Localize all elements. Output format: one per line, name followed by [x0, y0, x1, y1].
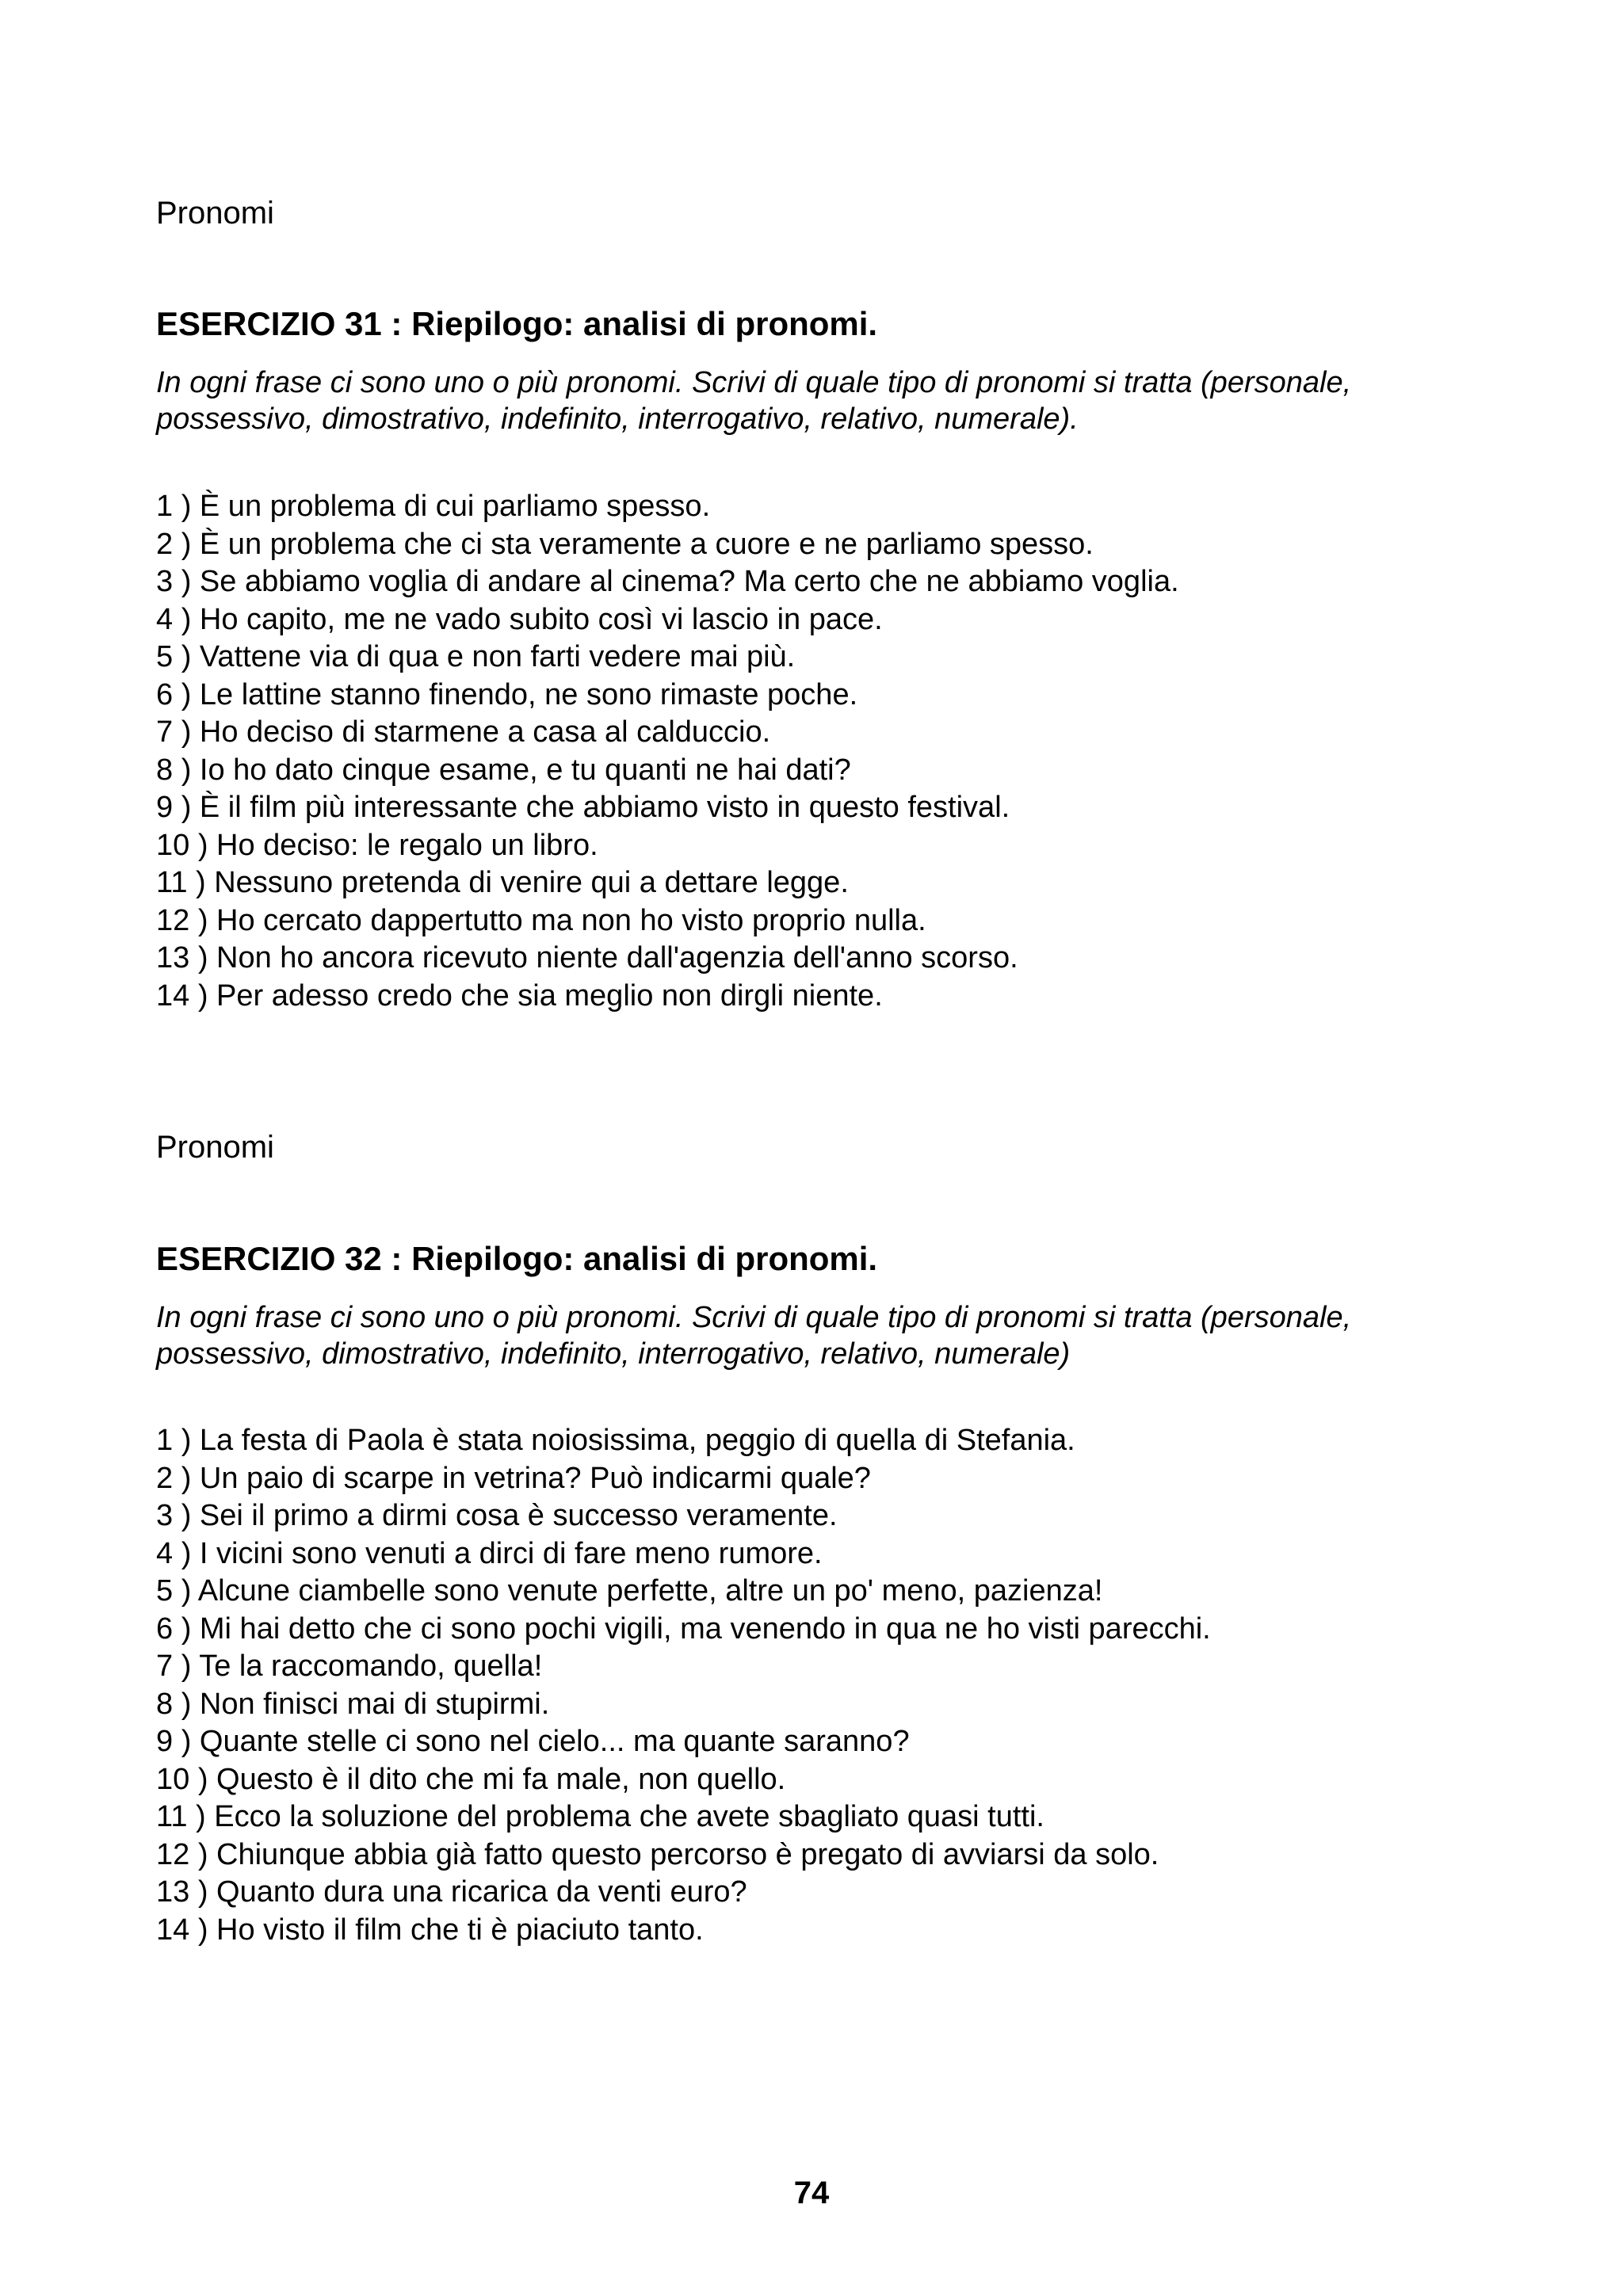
list-item: 3 ) Sei il primo a dirmi cosa è successo veramente. [156, 1499, 838, 1532]
list-item: 4 ) I vicini sono venuti a dirci di fare meno rumore. [156, 1536, 823, 1570]
list-item: 4 ) Ho capito, me ne vado subito così vi lascio in pace. [156, 602, 883, 636]
list-item: 11 ) Nessuno pretenda di venire qui a dettare legge. [156, 866, 849, 899]
list-item: 11 ) Ecco la soluzione del problema che avete sbagliato quasi tutti. [156, 1800, 1044, 1833]
list-item: 5 ) Vattene via di qua e non farti vedere mai più. [156, 640, 796, 673]
list-item: 1 ) È un problema di cui parliamo spesso. [156, 490, 711, 523]
exercise-instructions: In ogni frase ci sono uno o più pronomi. Scrivi di quale tipo di pronomi si tratta (personale, possessivo, dimostrativo, indefinito, interrogativo, relativo, numerale). [156, 366, 1352, 436]
exercise-title: ESERCIZIO 32 : Riepilogo: analisi di pronomi. [156, 1240, 878, 1277]
list-item: 13 ) Non ho ancora ricevuto niente dall'agenzia dell'anno scorso. [156, 941, 1018, 974]
sentence-list [156, 488, 1503, 1015]
list-item: 14 ) Per adesso credo che sia meglio non dirgli niente. [156, 978, 883, 1013]
exercise-title: ESERCIZIO 31 : Riepilogo: analisi di pronomi. [156, 305, 878, 342]
list-item: 9 ) È il film più interessante che abbiamo visto in questo festival. [156, 791, 1010, 824]
list-item: 12 ) Ho cercato dappertutto ma non ho visto proprio nulla. [156, 903, 926, 937]
section-label: Pronomi [156, 1130, 274, 1165]
section-label: Pronomi [156, 196, 274, 231]
list-item: 7 ) Te la raccomando, quella! [156, 1650, 543, 1683]
list-item: 14 ) Ho visto il film che ti è piaciuto tanto. [156, 1913, 704, 1947]
list-item: 10 ) Questo è il dito che mi fa male, non quello. [156, 1762, 786, 1796]
list-item: 8 ) Non finisci mai di stupirmi. [156, 1687, 550, 1721]
list-item: 8 ) Io ho dato cinque esame, e tu quanti ne hai dati? [156, 753, 851, 787]
exercise-instructions: In ogni frase ci sono uno o più pronomi. Scrivi di quale tipo di pronomi si tratta (personale, possessivo, dimostrativo, indefinito, interrogativo, relativo, numerale) [156, 1301, 1352, 1371]
list-item: 2 ) È un problema che ci sta veramente a cuore e ne parliamo spesso. [156, 527, 1094, 561]
list-item: 7 ) Ho deciso di starmene a casa al calduccio. [156, 715, 771, 749]
list-item: 5 ) Alcune ciambelle sono venute perfette, altre un po' meno, pazienza! [156, 1574, 1103, 1608]
list-item: 13 ) Quanto dura una ricarica da venti euro? [156, 1875, 747, 1909]
list-item: 3 ) Se abbiamo voglia di andare al cinema? Ma certo che ne abbiamo voglia. [156, 565, 1179, 598]
list-item: 10 ) Ho deciso: le regalo un libro. [156, 828, 598, 862]
list-item: 1 ) La festa di Paola è stata noiosissima, peggio di quella di Stefania. [156, 1424, 1075, 1457]
list-item: 2 ) Un paio di scarpe in vetrina? Può indicarmi quale? [156, 1461, 871, 1495]
list-item: 6 ) Mi hai detto che ci sono pochi vigili, ma venendo in qua ne ho visti parecchi. [156, 1611, 1211, 1646]
sentence-list [156, 1422, 1503, 1949]
page-number: 74 [793, 2176, 830, 2210]
list-item: 12 ) Chiunque abbia già fatto questo percorso è pregato di avviarsi da solo. [156, 1837, 1159, 1871]
list-item: 9 ) Quante stelle ci sono nel cielo... ma quante saranno? [156, 1725, 910, 1758]
list-item: 6 ) Le lattine stanno finendo, ne sono rimaste poche. [156, 677, 858, 711]
